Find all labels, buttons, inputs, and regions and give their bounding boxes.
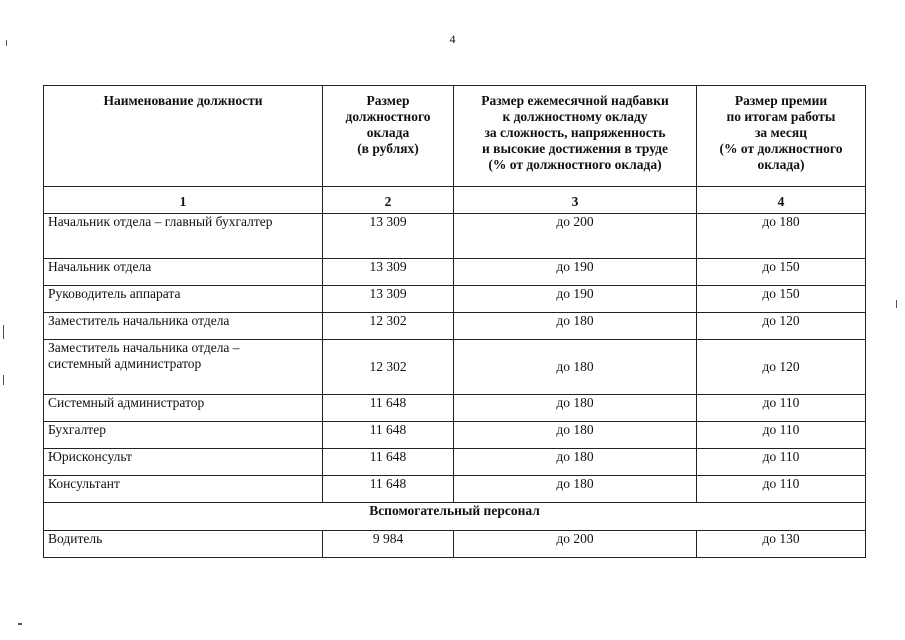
cell-salary: 12 302 — [323, 313, 454, 340]
cell-allowance: до 180 — [454, 395, 697, 422]
table-row — [44, 340, 866, 395]
table-row — [44, 476, 866, 503]
section-title: Вспомогательный персонал — [44, 503, 866, 531]
cell-position: Системный администратор — [44, 395, 323, 422]
table-row — [44, 531, 866, 558]
column-number: 4 — [697, 187, 866, 214]
header-allowance: Размер ежемесячной надбавки к должностному окладу за сложность, напряженность и высокие достижения в труде (% от должностного оклада) — [454, 86, 697, 187]
cell-bonus: до 150 — [697, 259, 866, 286]
cell-position: Начальник отдела – главный бухгалтер — [44, 214, 323, 259]
cell-salary: 12 302 — [323, 340, 454, 395]
cell-allowance: до 190 — [454, 259, 697, 286]
cell-salary: 9 984 — [323, 531, 454, 558]
section-header-row — [44, 503, 866, 531]
table-row — [44, 286, 866, 313]
column-number: 1 — [44, 187, 323, 214]
salary-table — [43, 85, 866, 558]
cell-bonus: до 180 — [697, 214, 866, 259]
cell-bonus: до 120 — [697, 340, 866, 395]
cell-allowance: до 180 — [454, 449, 697, 476]
cell-allowance: до 180 — [454, 313, 697, 340]
table-row — [44, 449, 866, 476]
cell-allowance: до 190 — [454, 286, 697, 313]
cell-bonus: до 120 — [697, 313, 866, 340]
cell-position: Бухгалтер — [44, 422, 323, 449]
cell-allowance: до 180 — [454, 340, 697, 395]
cell-position: Начальник отдела — [44, 259, 323, 286]
cell-bonus: до 130 — [697, 531, 866, 558]
cell-position: Заместитель начальника отдела — [44, 313, 323, 340]
cell-salary: 11 648 — [323, 476, 454, 503]
table-header-row — [44, 86, 866, 187]
cell-salary: 13 309 — [323, 214, 454, 259]
cell-position: Водитель — [44, 531, 323, 558]
cell-allowance: до 200 — [454, 214, 697, 259]
cell-bonus: до 110 — [697, 449, 866, 476]
column-number: 3 — [454, 187, 697, 214]
cell-position: Юрисконсульт — [44, 449, 323, 476]
cell-salary: 11 648 — [323, 422, 454, 449]
header-bonus: Размер премии по итогам работы за месяц (% от должностного оклада) — [697, 86, 866, 187]
header-position: Наименование должности — [44, 86, 323, 187]
cell-salary: 13 309 — [323, 259, 454, 286]
cell-position: Консультант — [44, 476, 323, 503]
cell-salary: 11 648 — [323, 395, 454, 422]
cell-allowance: до 180 — [454, 422, 697, 449]
table-row — [44, 259, 866, 286]
cell-position: Заместитель начальника отдела – системный администратор — [44, 340, 323, 395]
column-number: 2 — [323, 187, 454, 214]
cell-salary: 13 309 — [323, 286, 454, 313]
header-salary: Размер должностного оклада (в рублях) — [323, 86, 454, 187]
cell-bonus: до 110 — [697, 422, 866, 449]
cell-bonus: до 110 — [697, 395, 866, 422]
cell-salary: 11 648 — [323, 449, 454, 476]
cell-allowance: до 180 — [454, 476, 697, 503]
cell-bonus: до 110 — [697, 476, 866, 503]
page-number: 4 — [449, 32, 456, 46]
table-row — [44, 313, 866, 340]
cell-allowance: до 200 — [454, 531, 697, 558]
table-row — [44, 395, 866, 422]
cell-bonus: до 150 — [697, 286, 866, 313]
table-row — [44, 214, 866, 259]
cell-position: Руководитель аппарата — [44, 286, 323, 313]
column-number-row — [44, 187, 866, 214]
table-row — [44, 422, 866, 449]
